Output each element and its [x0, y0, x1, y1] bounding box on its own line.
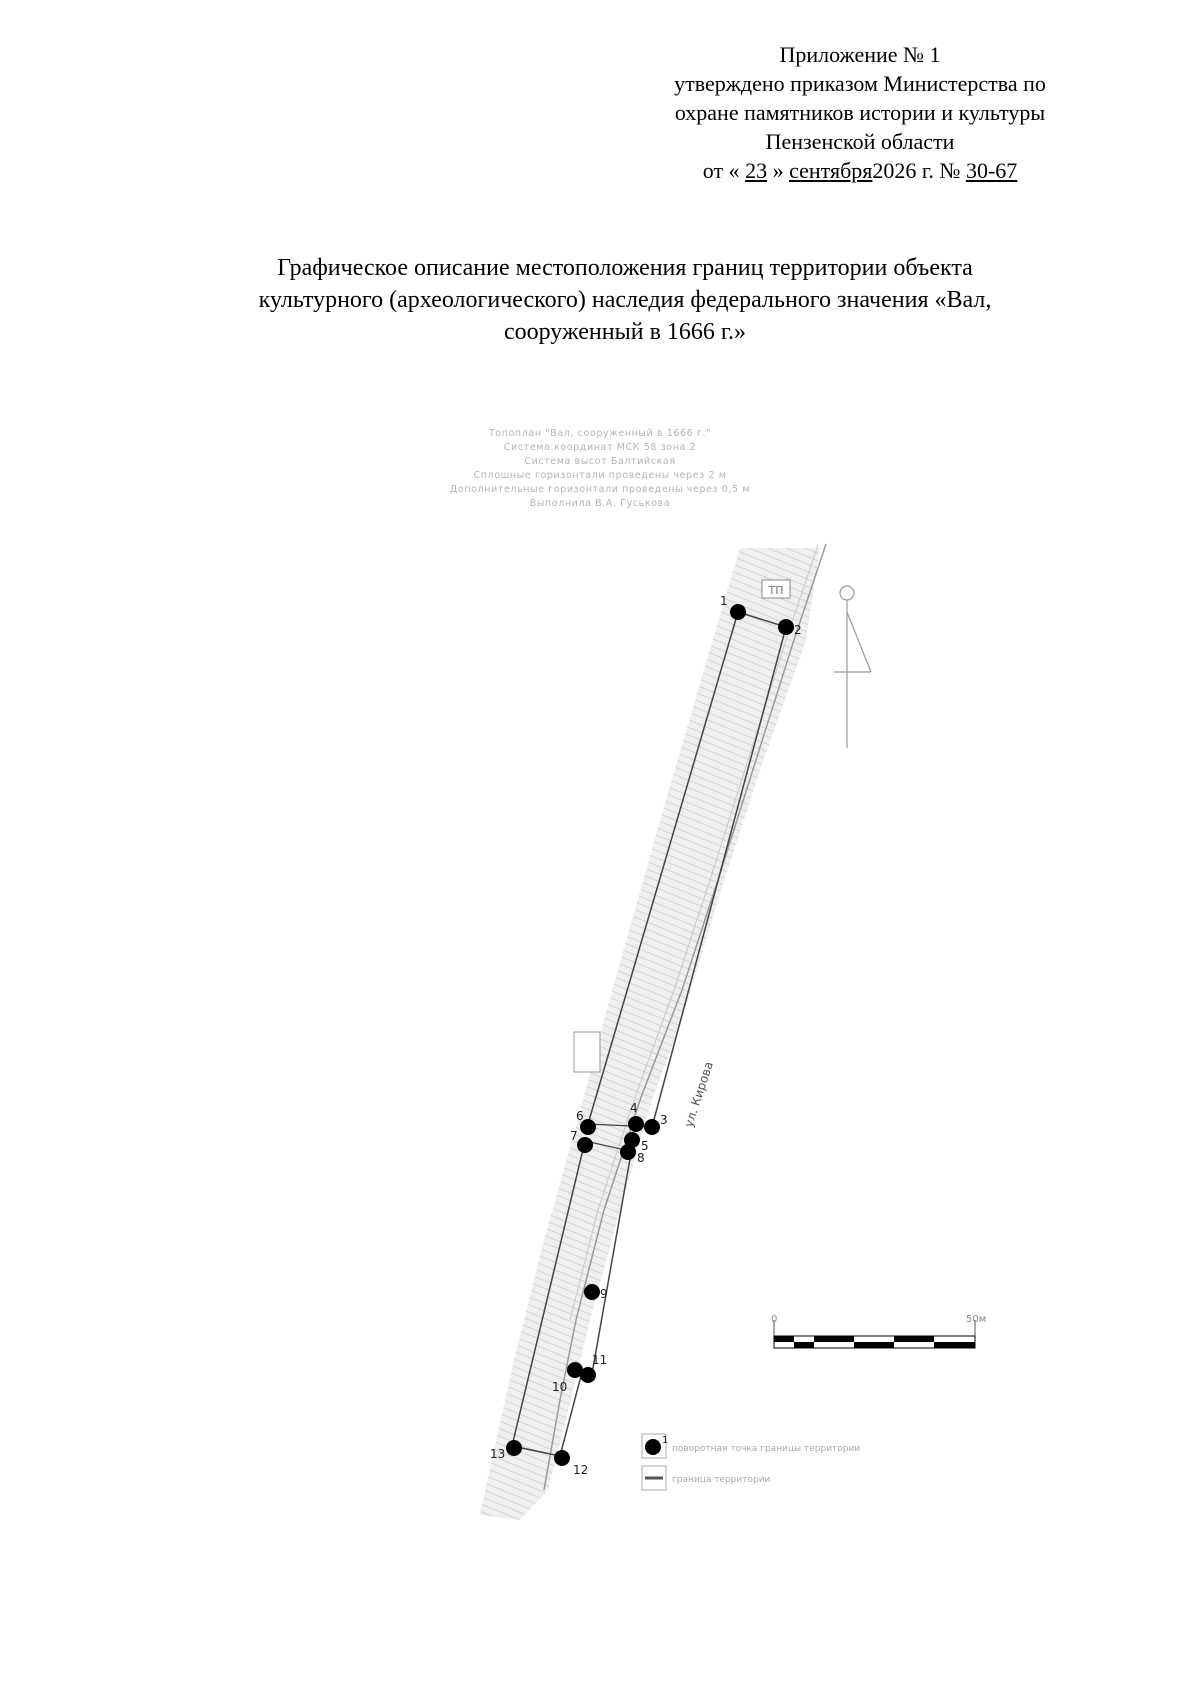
plan-header-line: Выполнила В.А. Гуськова: [529, 498, 671, 509]
point-label: 4: [630, 1101, 638, 1115]
point-label: 5: [641, 1139, 649, 1153]
point-label: 12: [573, 1463, 589, 1477]
plan-header-line: Топоплан "Вал, сооруженный в 1666 г.": [488, 428, 712, 439]
order-month: сентября: [789, 158, 873, 183]
point-label: 2: [794, 623, 802, 637]
turning-point: [580, 1367, 596, 1383]
appendix-number: Приложение № 1: [779, 42, 941, 67]
date-mid: »: [772, 158, 784, 183]
region-line: Пензенской области: [765, 129, 955, 154]
order-number: 30-67: [965, 158, 1018, 183]
turning-point: [554, 1450, 570, 1466]
scale-bar: [771, 1314, 986, 1348]
turning-point: [506, 1440, 522, 1456]
turning-point: [577, 1137, 593, 1153]
legend-point-marker: [645, 1439, 661, 1455]
point-label: 7: [570, 1129, 578, 1143]
turning-point: [620, 1144, 636, 1160]
plan-header-line: Сплошные горизонтали проведены через 2 м: [473, 470, 727, 481]
building-label: ТП: [768, 584, 784, 597]
point-label: 10: [552, 1380, 568, 1394]
legend-item-label: поворотная точка границы территории: [672, 1444, 861, 1454]
point-label: 6: [576, 1109, 584, 1123]
point-label: 11: [592, 1353, 608, 1367]
point-label: 9: [600, 1287, 608, 1301]
ministry-line: охране памятников истории и культуры: [674, 100, 1046, 125]
point-label: 3: [660, 1113, 668, 1127]
turning-point: [730, 604, 746, 620]
scale-start-label: 0: [771, 1314, 778, 1325]
point-label: 8: [637, 1151, 645, 1165]
north-arrow: [834, 586, 871, 748]
scale-end-label: 50м: [966, 1314, 987, 1325]
legend-item-label: граница территории: [672, 1475, 771, 1485]
plan-header-line: Дополнительные горизонтали проведены через 0,5 м: [449, 484, 751, 495]
order-day: 23: [745, 158, 768, 183]
title-line-2: культурного (археологического) наследия федерального значения «Вал,: [258, 287, 992, 313]
legend: [642, 1434, 860, 1490]
point-label: 13: [490, 1447, 506, 1461]
title-line-1: Графическое описание местоположения границ территории объекта: [277, 255, 973, 281]
plan-header-line: Система координат МСК 58 зона 2: [503, 442, 697, 453]
outbuilding: [574, 1032, 600, 1072]
turning-point: [628, 1116, 644, 1132]
turning-point: [778, 619, 794, 635]
date-prefix: от «: [702, 158, 740, 183]
order-year: 2026 г. №: [872, 158, 961, 183]
plan-header-line: Система высот Балтийская: [524, 456, 676, 467]
turning-point: [584, 1284, 600, 1300]
title-line-3: сооруженный в 1666 г.»: [503, 319, 747, 345]
approval-line: утверждено приказом Министерства по: [674, 71, 1046, 96]
legend-marker-number: 1: [662, 1435, 669, 1446]
point-label: 1: [720, 594, 728, 608]
turning-point: [644, 1119, 660, 1135]
street-label: ул. Кирова: [681, 1059, 716, 1129]
